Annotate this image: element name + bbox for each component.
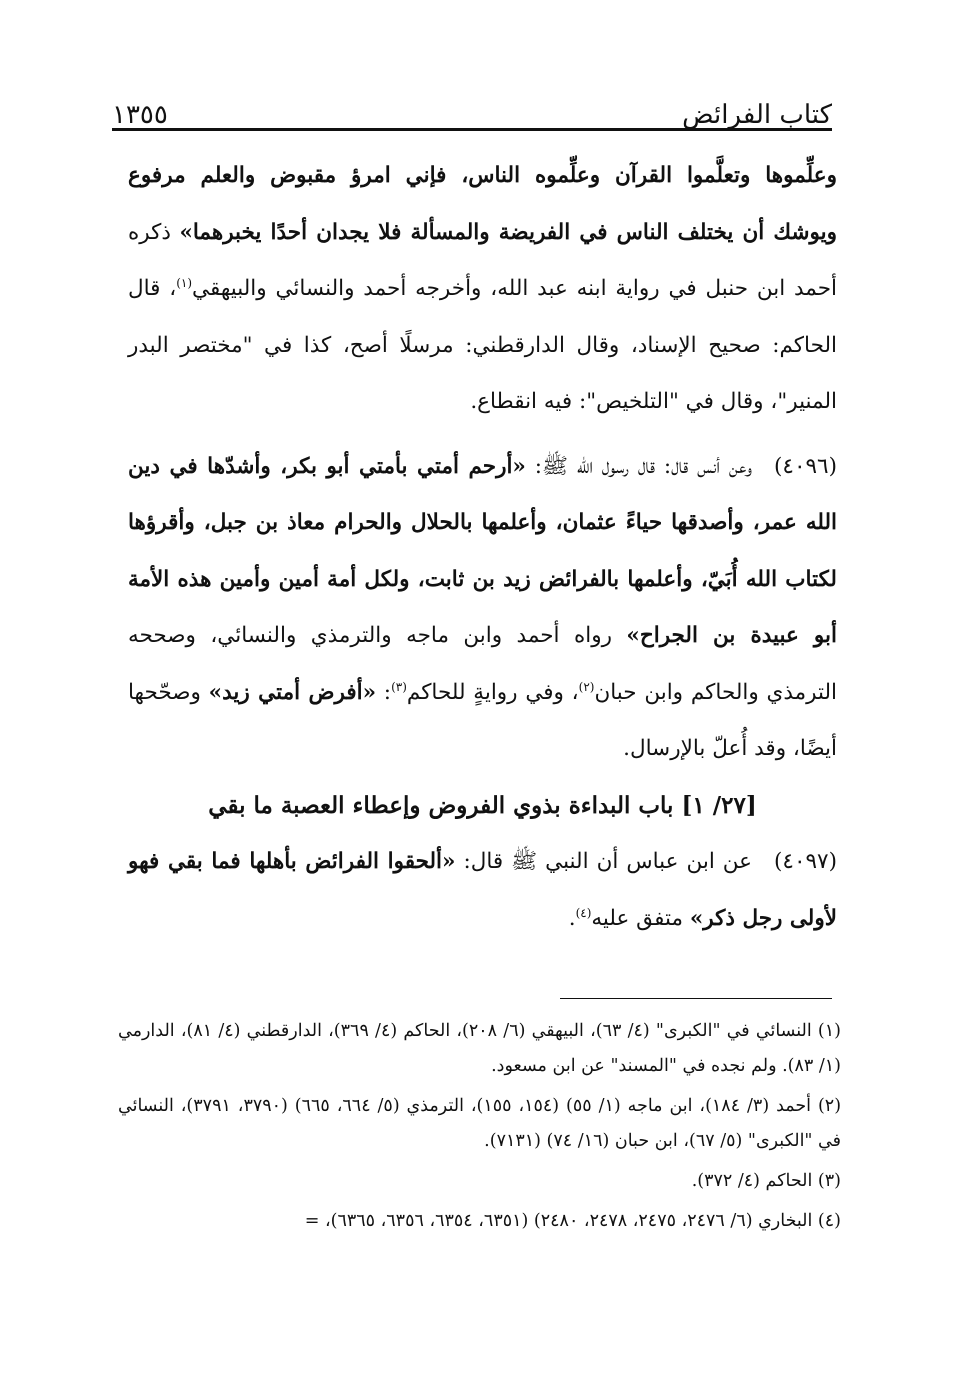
footnote-1: (١) النسائي في "الكبرى" (٤/ ٦٣)، البيهقي (٦/ ٢٠٨)، الحاكم (٤/ ٣٦٩)، الدارقطني (٤/ ٨١)، الدارمي (١/ ٨٣). ولم نجده في "المسند" عن ابن مسعود. (118, 1021, 841, 1076)
footnote-ref: (٢) (578, 679, 595, 694)
commentary-text: متفق عليه (591, 905, 690, 931)
header-rule (112, 128, 832, 131)
commentary-text: . (568, 905, 576, 931)
chapter-heading: [٢٧/ ١] باب البداءة بذوي الفروض وإعطاء العصبة ما بقي (208, 791, 757, 819)
hadith-text: «أرحم أمتي بأمتي أبو بكر، وأشدّها في دين الله عمر، وأصدقها حياءً عثمان، وأعلمها بالحلال والحرام معاذ بن جبل، وأقرؤها لكتاب الله أُبَيّ، وأعلمها بالفرائض زيد بن ثابت، ولكل أمة أمين وأمين هذه الأمة أبو عبيدة بن الجراح» (128, 453, 837, 648)
running-header (112, 92, 832, 130)
footnote-separator (560, 998, 832, 999)
footnote-ref: (١) (176, 275, 193, 290)
main-text (128, 148, 837, 947)
footnote-3: (٣) الحاكم (٤/ ٣٧٢). (691, 1171, 841, 1191)
book-chapter-title: كتاب الفرائض (682, 100, 832, 130)
footnote-4: (٤) البخاري (٦/ ٢٤٧٦، ٢٤٧٥، ٢٤٧٨، ٢٤٨٠) (٦٣٥١، ٦٣٥٤، ٦٣٥٦، ٦٣٦٥)، = (304, 1211, 841, 1231)
footnote-ref: (٤) (575, 905, 592, 920)
footnote-2: (٢) أحمد (٣/ ١٨٤)، ابن ماجه (١/ ٥٥) (١٥٤، ١٥٥)، الترمذي (٥/ ٦٦٤، ٦٦٥) (٣٧٩٠، ٣٧٩١)، النسائي في "الكبرى" (٥/ ٦٧)، ابن حبان (١٦/ ٧٤) (٧١٣١). (118, 1096, 842, 1151)
paragraph-continued (128, 148, 837, 431)
hadith-4096 (128, 439, 837, 778)
commentary-text: : (376, 679, 392, 705)
hadith-number: (٤٠٩٧) (774, 849, 837, 874)
commentary-text: ، وفي روايةٍ للحاكم (406, 679, 579, 705)
commentary-text: رواه أحمد وابن ماجه والترمذي والنسائي، وصححه الترمذي والحاكم وابن حبان (128, 623, 838, 705)
hadith-4097 (128, 834, 837, 947)
commentary-text: وصحّحها أيضًا، وقد أُعلّ بالإرسال. (128, 679, 837, 761)
footnotes (118, 1014, 841, 1244)
footnote-ref: (٣) (391, 679, 407, 694)
hadith-text: «أفرض أمتي زيد» (208, 679, 377, 705)
hadith-intro: عن ابن عباس أن النبي ﷺ قال: (455, 849, 753, 874)
commentary-text: ذكره أحمد ابن حنبل في رواية ابنه عبد الله، وأخرجه أحمد والنسائي والبيهقي (128, 219, 837, 301)
hadith-text: وعلِّموها وتعلَّموا القرآن وعلِّموه الناس، فإني امرؤ مقبوض والعلم مرفوع ويوشك أن يختلف الناس في الفريضة والمسألة فلا يجدان أحدًا يخبرهما» (128, 163, 837, 245)
page-number: ١٣٥٥ (112, 100, 168, 130)
hadith-number: (٤٠٩٦) (774, 453, 837, 479)
hadith-text: «ألحقوا الفرائض بأهلها فما بقي فهو لأولى رجل ذكر» (128, 849, 837, 931)
commentary-text: ، قال الحاكم: صحيح الإسناد، وقال الدارقطني: مرسلًا أصح، كذا في "مختصر البدر المنير"، وقال في "التلخيص": فيه انقطاع. (128, 276, 837, 414)
hadith-intro: وعن أنس قال: قال رسول الله ﷺ: (525, 453, 753, 479)
